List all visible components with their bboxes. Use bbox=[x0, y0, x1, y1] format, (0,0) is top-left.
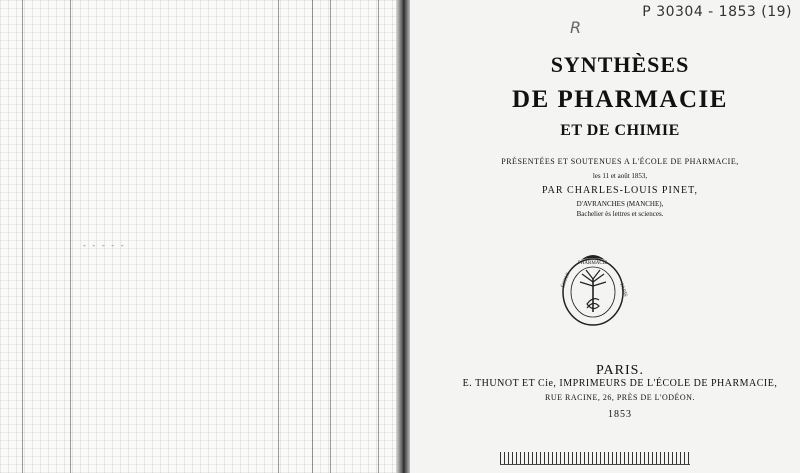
svg-text:PARIS: PARIS bbox=[618, 282, 628, 298]
origin-line: D'AVRANCHES (MANCHE), bbox=[576, 200, 664, 208]
ecole-pharmacie-seal-emblem bbox=[558, 248, 628, 328]
column-line bbox=[278, 0, 279, 473]
title-line-1: SYNTHÈSES bbox=[550, 52, 690, 77]
column-line bbox=[378, 0, 379, 473]
column-line bbox=[330, 0, 331, 473]
call-number: P 30304 - 1853 (19) bbox=[642, 4, 792, 20]
year: 1853 bbox=[608, 409, 632, 420]
book-gutter bbox=[396, 0, 410, 473]
margin-line bbox=[22, 0, 23, 473]
date-line: les 11 et août 1853, bbox=[592, 172, 648, 180]
title-line-3: ET DE CHIMIE bbox=[560, 122, 680, 139]
column-line bbox=[312, 0, 313, 473]
scale-ruler bbox=[500, 452, 690, 465]
city: PARIS. bbox=[596, 363, 644, 378]
pencil-mark: R bbox=[570, 18, 582, 37]
pencil-note: - - - - - bbox=[83, 241, 126, 250]
svg-text:ÉCOLE: ÉCOLE bbox=[561, 271, 572, 289]
address: RUE RACINE, 26, PRÈS DE L'ODÉON. bbox=[545, 393, 695, 402]
title-line-2: DE PHARMACIE bbox=[512, 86, 728, 113]
degree-line: Bachelier ès lettres et sciences. bbox=[576, 210, 664, 218]
author-line: PAR CHARLES-LOUIS PINET, bbox=[542, 185, 698, 196]
svg-text:PHARMACIE: PHARMACIE bbox=[578, 261, 608, 266]
margin-line bbox=[70, 0, 71, 473]
printer: E. THUNOT ET Cie, IMPRIMEURS DE L'ÉCOLE DE PHARMACIE, bbox=[462, 378, 778, 389]
subtitle: PRÉSENTÉES ET SOUTENUES A L'ÉCOLE DE PHARMACIE, bbox=[501, 157, 739, 166]
